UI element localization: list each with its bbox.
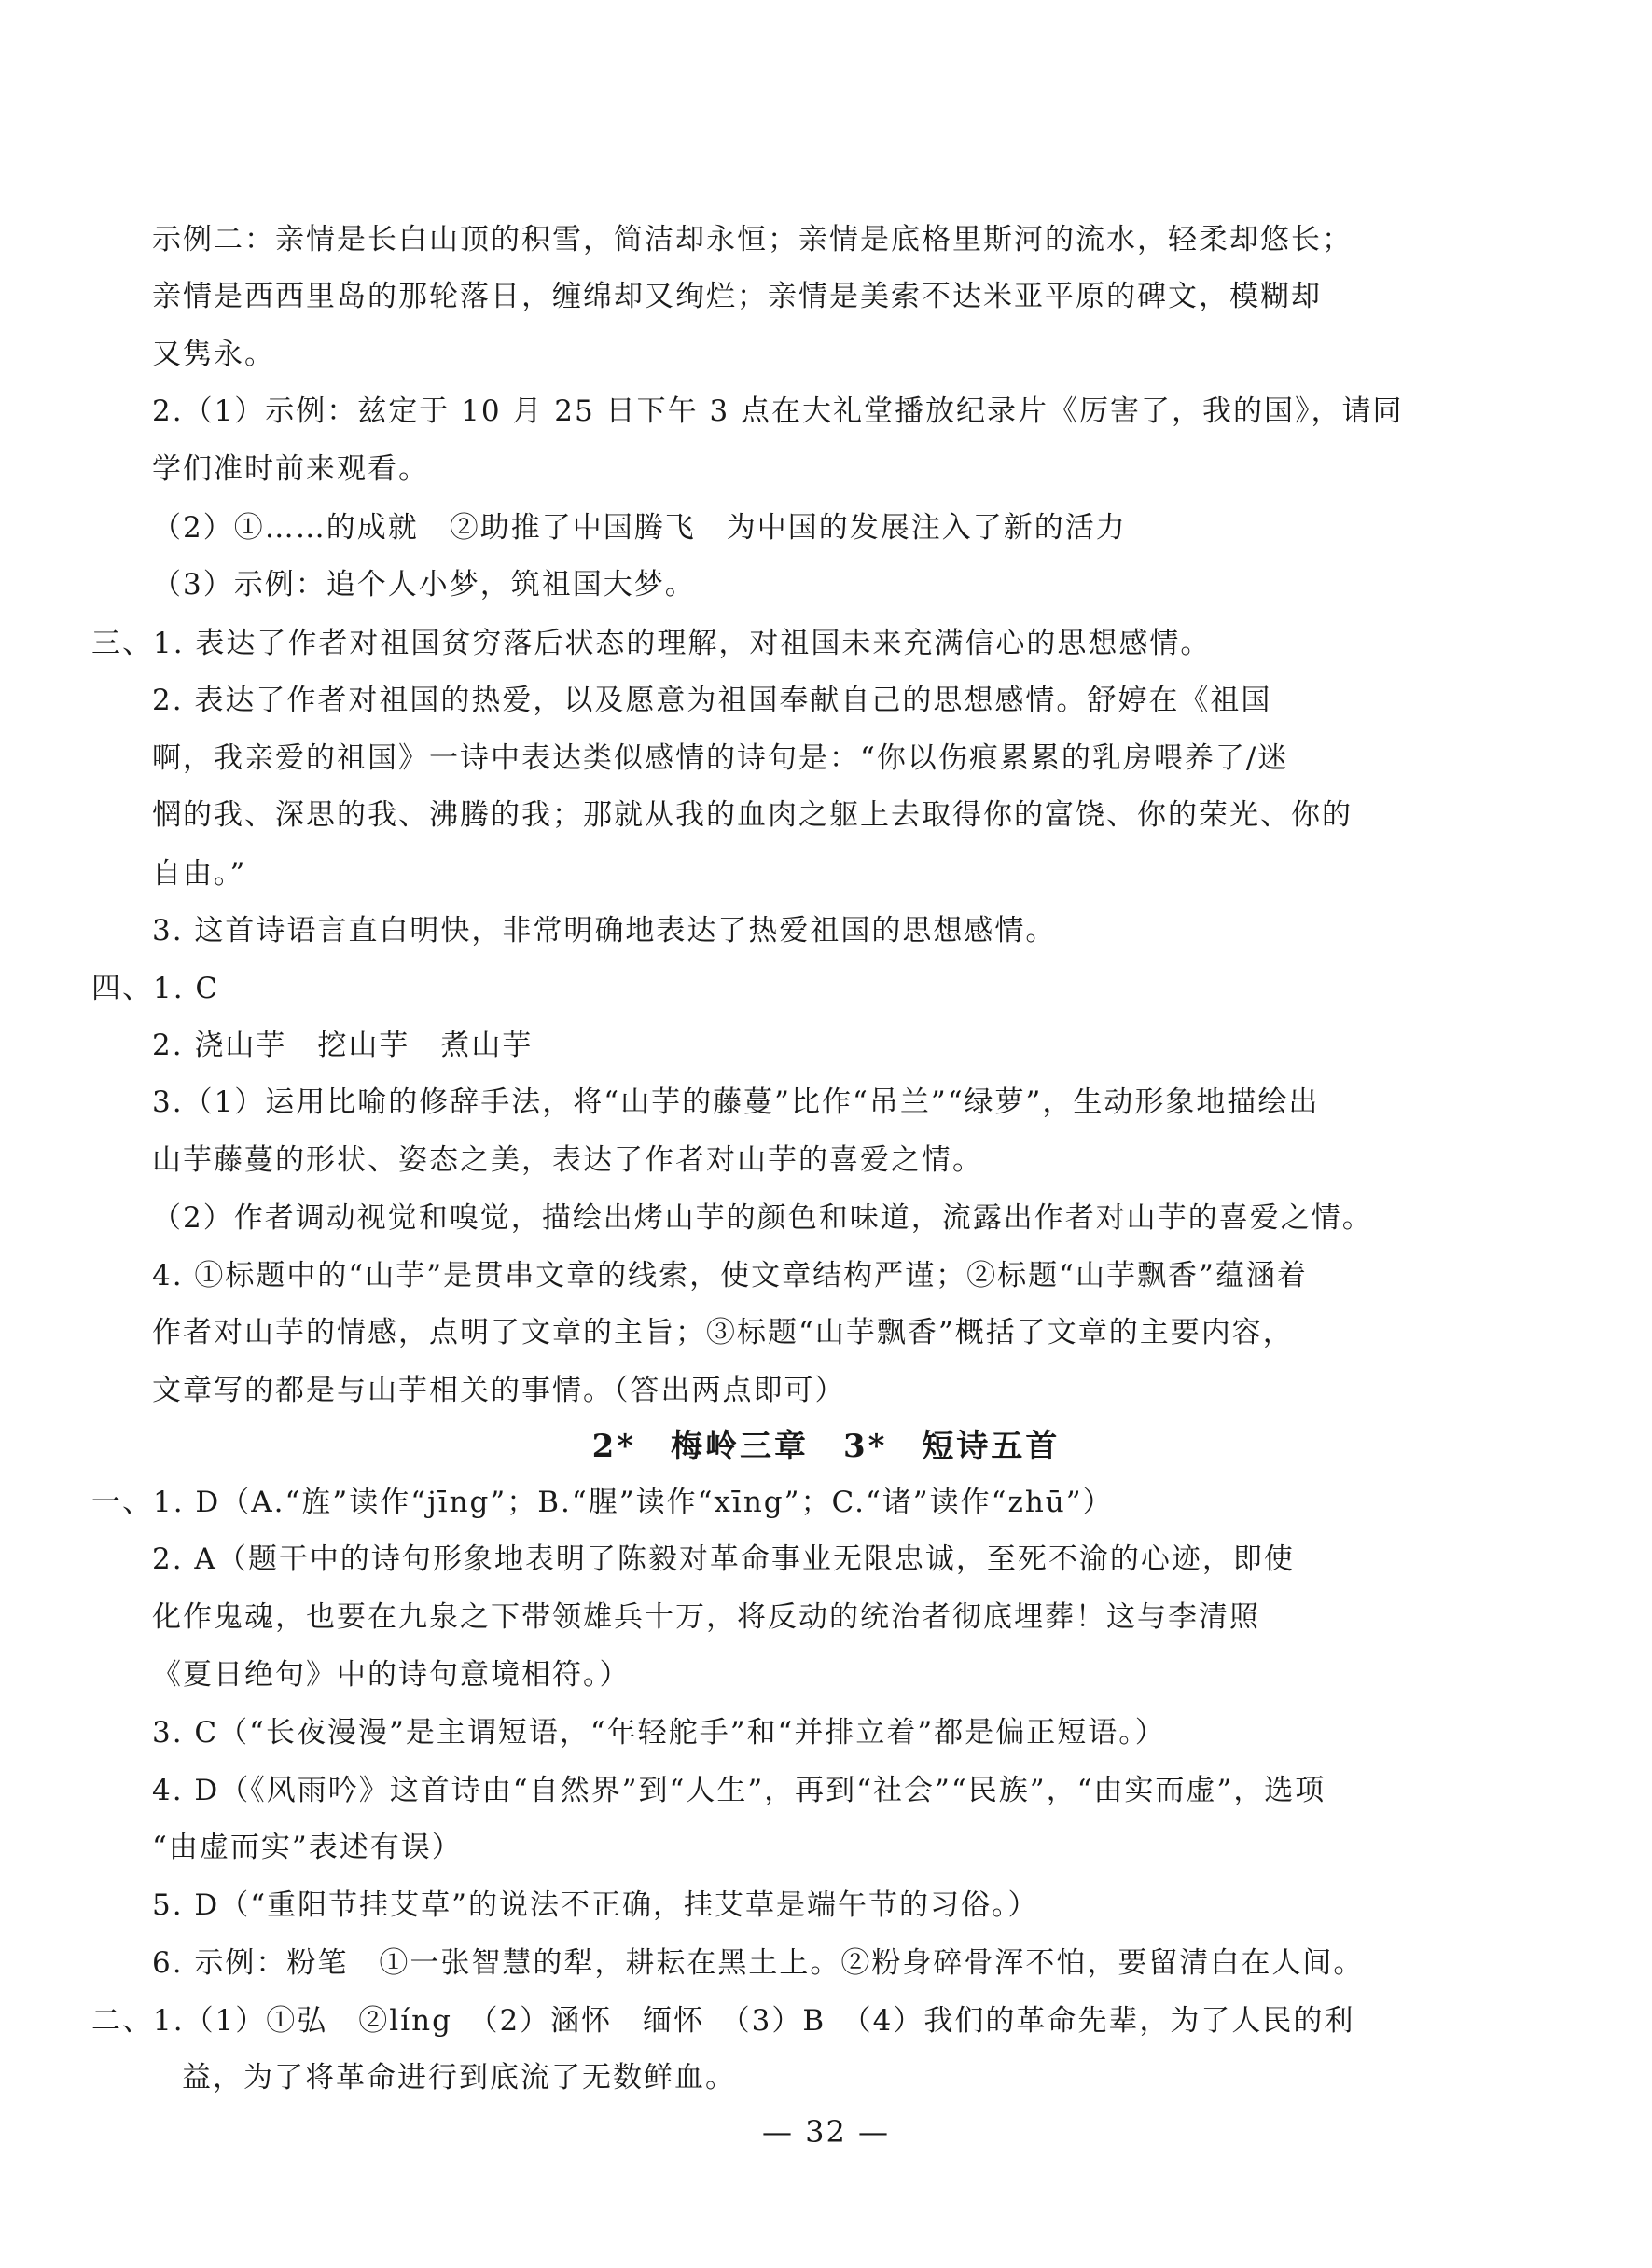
text-line: 3. C（“长夜漫漫”是主谓短语，“年轻舵手”和“并排立着”都是偏正短语。）	[152, 1716, 1166, 1749]
text-line: 一、1. D（A.“旌”读作“jīng”；B.“腥”读作“xīng”；C.“诸”读作“zhū”）	[91, 1486, 1114, 1519]
text-line: 3.（1）运用比喻的修辞手法，将“山芋的藤蔓”比作“吊兰”“绿萝”，生动形象地描绘出	[152, 1086, 1320, 1119]
text-line: 4. ①标题中的“山芋”是贯串文章的线索，使文章结构严谨；②标题“山芋飘香”蕴涵着	[152, 1259, 1308, 1293]
text-line: 学们准时前来观看。	[152, 452, 429, 486]
text-line: 3. 这首诗语言直白明快，非常明确地表达了热爱祖国的思想感情。	[152, 914, 1057, 947]
text-line: （2）作者调动视觉和嗅觉，描绘出烤山芋的颜色和味道，流露出作者对山芋的喜爱之情。	[152, 1201, 1373, 1235]
text-line: 三、1. 表达了作者对祖国贫穷落后状态的理解，对祖国未来充满信心的思想感情。	[91, 627, 1212, 660]
text-line: 5. D（“重阳节挂艾草”的说法不正确，挂艾草是端午节的习俗。）	[152, 1888, 1039, 1922]
page-number: — 32 —	[761, 2114, 891, 2150]
text-line: 啊，我亲爱的祖国》一诗中表达类似感情的诗句是：“你以伤痕累累的乳房喂养了/迷	[152, 741, 1289, 775]
text-line: 山芋藤蔓的形状、姿态之美，表达了作者对山芋的喜爱之情。	[152, 1143, 983, 1177]
text-line: 四、1. C	[91, 972, 220, 1005]
text-line: 2. A（题干中的诗句形象地表明了陈毅对革命事业无限忠诚，至死不渝的心迹，即使	[152, 1542, 1295, 1576]
text-line: （3）示例：追个人小梦，筑祖国大梦。	[152, 568, 696, 602]
text-line: 示例二：亲情是长白山顶的积雪，简洁却永恒；亲情是底格里斯河的流水，轻柔却悠长；	[152, 223, 1353, 256]
text-line: 《夏日绝句》中的诗句意境相符。）	[152, 1658, 631, 1692]
text-line: 2. 浇山芋 挖山芋 煮山芋	[152, 1029, 534, 1062]
text-line: 2. 表达了作者对祖国的热爱，以及愿意为祖国奉献自己的思想感情。舒婷在《祖国	[152, 684, 1272, 717]
text-line: 又隽永。	[152, 338, 275, 371]
section-heading: 2* 梅岭三章 3* 短诗五首	[591, 1428, 1061, 1465]
text-line: 自由。”	[152, 857, 247, 891]
text-line: 文章写的都是与山芋相关的事情。（答出两点即可）	[152, 1374, 846, 1407]
text-line: 4. D（《风雨吟》这首诗由“自然界”到“人生”，再到“社会”“民族”，“由实而虚”，选项	[152, 1774, 1326, 1807]
text-line: 化作鬼魂，也要在九泉之下带领雄兵十万，将反动的统治者彻底埋葬！这与李清照	[152, 1600, 1260, 1634]
text-line: 惘的我、深思的我、沸腾的我；那就从我的血肉之躯上去取得你的富饶、你的荣光、你的	[152, 798, 1353, 832]
text-line: 亲情是西西里岛的那轮落日，缠绵却又绚烂；亲情是美索不达米亚平原的碑文，模糊却	[152, 280, 1322, 313]
text-line: “由虚而实”表述有误）	[152, 1831, 463, 1864]
text-line: 6. 示例：粉笔 ①一张智慧的犁，耕耘在黑土上。②粉身碎骨浑不怕，要留清白在人间。	[152, 1946, 1365, 1980]
text-line: 作者对山芋的情感，点明了文章的主旨；③标题“山芋飘香”概括了文章的主要内容，	[152, 1316, 1294, 1349]
text-line: （2）①……的成就 ②助推了中国腾飞 为中国的发展注入了新的活力	[152, 511, 1127, 545]
text-line: 益，为了将革命进行到底流了无数鲜血。	[182, 2061, 736, 2095]
text-line: 二、1.（1）①弘 ②líng （2）涵怀 缅怀 （3）B （4）我们的革命先辈，为了人民的利	[91, 2004, 1355, 2038]
text-line: 2.（1）示例：兹定于 10 月 25 日下午 3 点在大礼堂播放纪录片《厉害了，我的国》，请同	[152, 394, 1404, 428]
